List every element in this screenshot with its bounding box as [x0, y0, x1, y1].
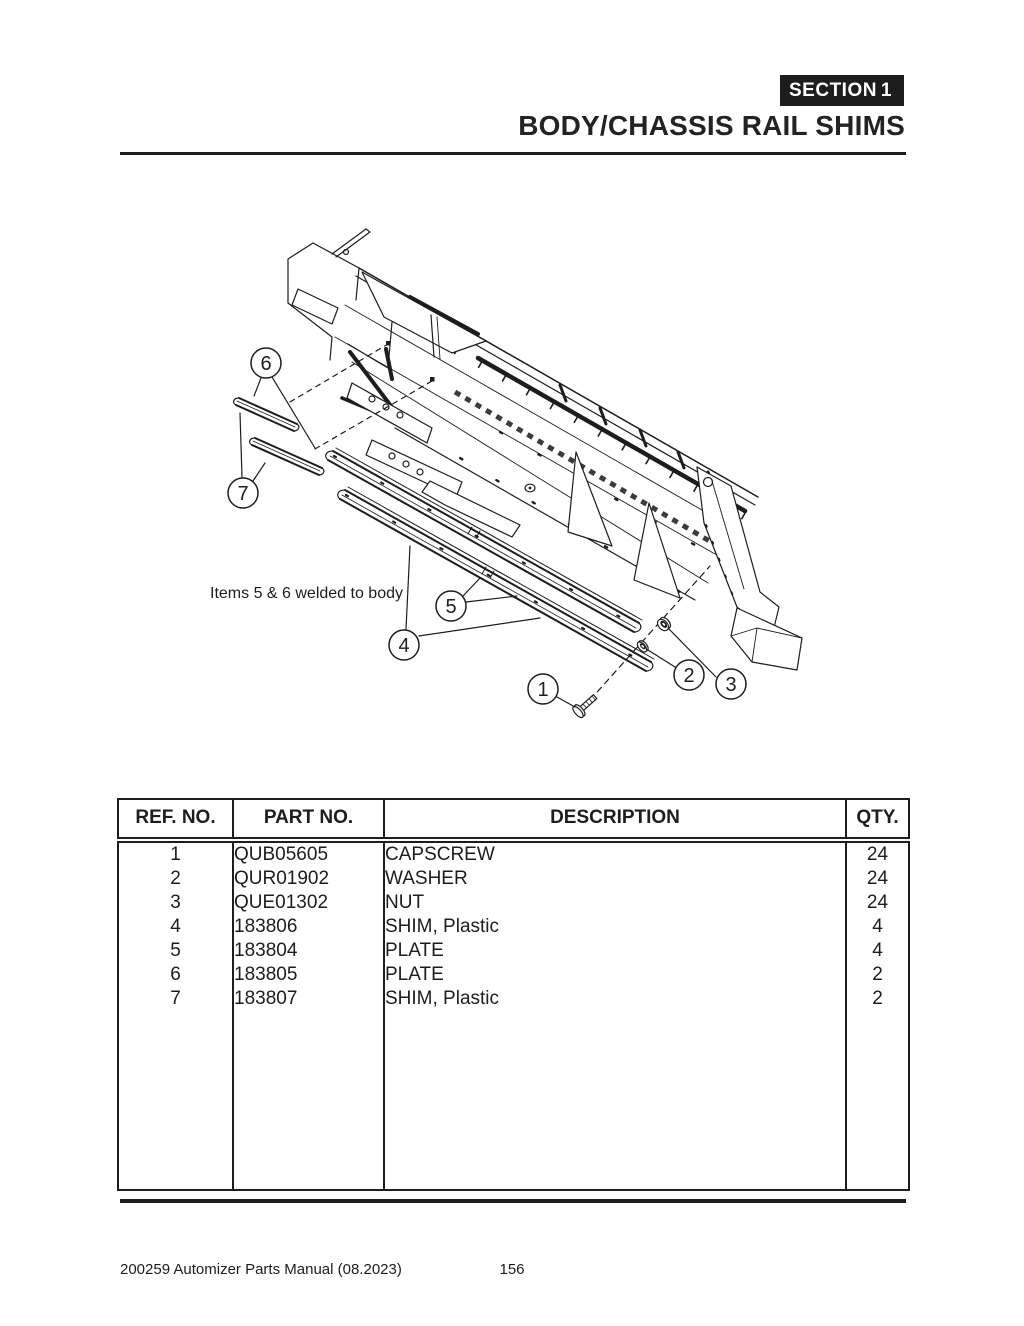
cell-qty: 4 — [872, 940, 883, 961]
washer — [636, 639, 650, 654]
callout-7-number: 7 — [237, 483, 249, 505]
cell-description: CAPSCREW — [384, 840, 846, 867]
cell-qty: 2 — [872, 964, 883, 985]
table-row — [118, 915, 909, 939]
callout-5 — [436, 591, 466, 621]
cell-ref: 2 — [118, 867, 233, 891]
cell-description: SHIM, Plastic — [384, 915, 846, 939]
cell-ref: 6 — [118, 963, 233, 987]
header-ref-no: REF. NO. — [118, 799, 233, 840]
cell-qty: 2 — [872, 988, 883, 1009]
cell-ref: 5 — [118, 939, 233, 963]
cell-description: WASHER — [384, 867, 846, 891]
table-row — [118, 891, 909, 915]
capscrew — [571, 691, 600, 719]
header-part-no: PART NO. — [233, 799, 384, 840]
cell-description: NUT — [384, 891, 846, 915]
section-badge-number: 1 — [880, 79, 892, 101]
diagram-note: Items 5 & 6 welded to body — [210, 585, 403, 602]
callout-6-number: 6 — [260, 353, 272, 375]
section-badge — [780, 75, 904, 106]
header-description: DESCRIPTION — [384, 799, 846, 840]
callout-4 — [389, 630, 419, 660]
callout-7 — [228, 478, 258, 508]
callout-6 — [251, 348, 281, 378]
exploded-parts-diagram — [150, 215, 850, 745]
footer-rule — [120, 1199, 906, 1203]
callout-2-number: 2 — [683, 665, 695, 687]
cell-part: 183804 — [233, 939, 384, 963]
title-rule — [120, 152, 906, 155]
cell-ref: 4 — [118, 915, 233, 939]
cell-ref: 1 — [118, 840, 233, 867]
header-qty: QTY. — [846, 799, 909, 840]
callout-2 — [674, 660, 704, 690]
table-empty-space — [118, 1011, 909, 1190]
cell-qty: 24 — [866, 868, 889, 889]
table-row — [118, 987, 909, 1011]
cell-qty: 24 — [866, 844, 889, 865]
section-badge-label: SECTION — [789, 79, 877, 101]
cell-qty: 24 — [866, 892, 889, 913]
page-title: BODY/CHASSIS RAIL SHIMS — [518, 110, 905, 141]
callout-1 — [528, 674, 558, 704]
callout-3-number: 3 — [725, 674, 737, 696]
cell-description: PLATE — [384, 963, 846, 987]
cell-part: 183807 — [233, 987, 384, 1011]
cell-part: QUB05605 — [233, 840, 384, 867]
cell-part: QUR01902 — [233, 867, 384, 891]
cell-qty: 4 — [872, 916, 883, 937]
callout-5-number: 5 — [445, 596, 457, 618]
cell-ref: 7 — [118, 987, 233, 1011]
cell-description: PLATE — [384, 939, 846, 963]
cell-part: 183806 — [233, 915, 384, 939]
callout-3 — [716, 669, 746, 699]
parts-table-header-row — [118, 799, 909, 840]
cell-part: QUE01302 — [233, 891, 384, 915]
footer-manual-info: 200259 Automizer Parts Manual (08.2023) — [120, 1261, 402, 1278]
cell-description: SHIM, Plastic — [384, 987, 846, 1011]
callout-1-number: 1 — [537, 679, 549, 701]
callout-4-number: 4 — [398, 635, 410, 657]
cell-part: 183805 — [233, 963, 384, 987]
page-number: 156 — [499, 1261, 525, 1278]
table-row — [118, 939, 909, 963]
chassis-body — [288, 229, 802, 670]
table-row — [118, 840, 909, 867]
weld-shim-a — [234, 398, 299, 431]
callout-balloons — [228, 348, 746, 704]
cell-ref: 3 — [118, 891, 233, 915]
table-row — [118, 963, 909, 987]
parts-table — [117, 798, 910, 1191]
table-row — [118, 867, 909, 891]
